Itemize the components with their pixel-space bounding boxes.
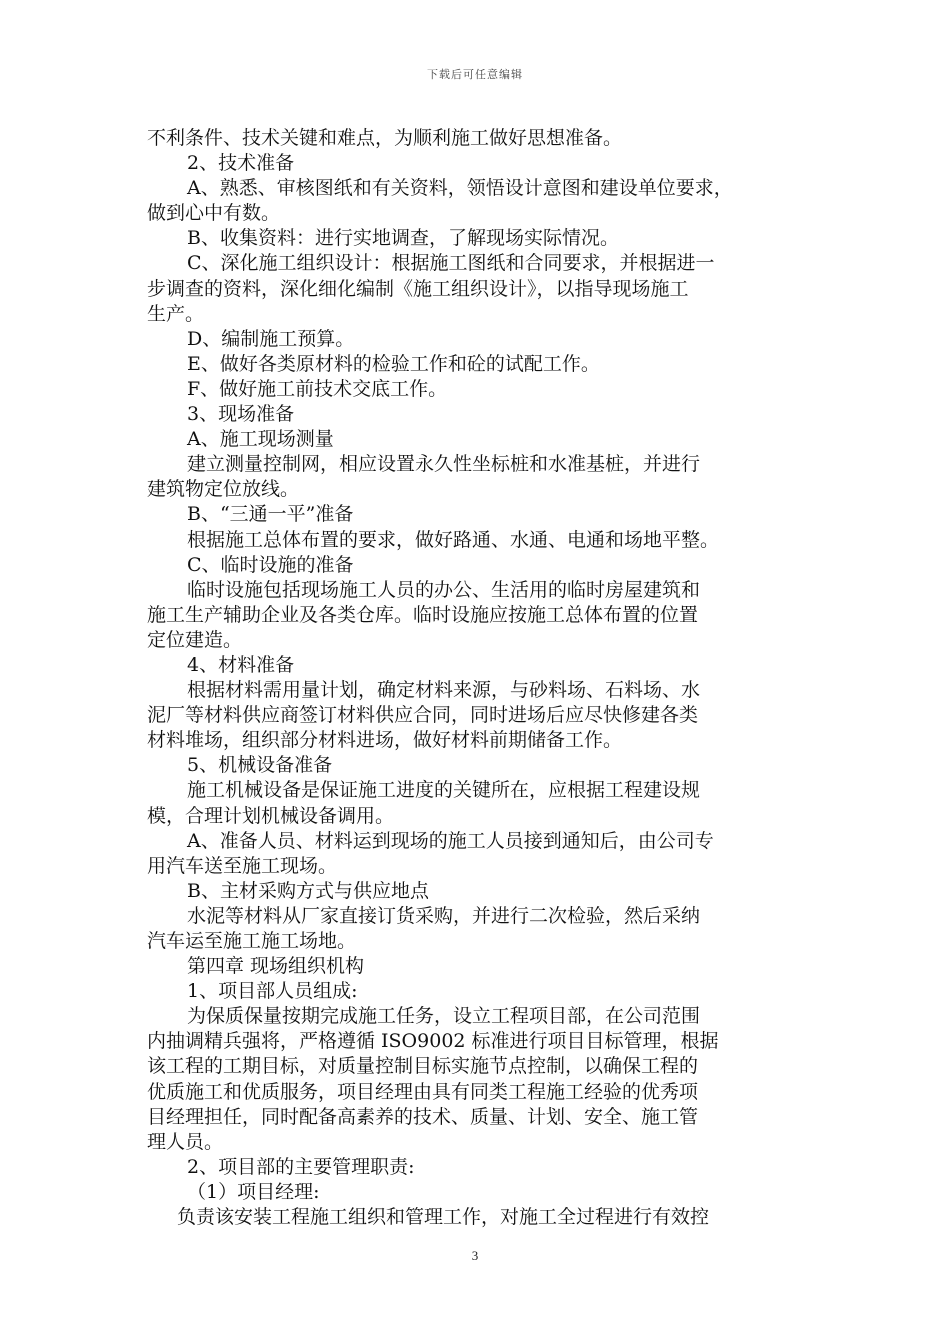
text-line: 汽车运至施工施工场地。 — [147, 930, 357, 952]
text-line: F、做好施工前技术交底工作。 — [187, 377, 448, 400]
text-line: （1）项目经理: — [187, 1180, 320, 1203]
text-line: 优质施工和优质服务，项目经理由具有同类工程施工经验的优秀项 — [147, 1080, 699, 1103]
text-line: 施工机械设备是保证施工进度的关键所在，应根据工程建设规 — [187, 779, 701, 802]
text-line: B、主材采购方式与供应地点 — [187, 879, 429, 902]
text-line: 水泥等材料从厂家直接订货采购，并进行二次检验，然后采纳 — [187, 904, 701, 927]
text-line: 3、现场准备 — [187, 403, 295, 426]
page-number: 3 — [471, 1248, 479, 1263]
text-line: 建筑物定位放线。 — [147, 478, 300, 501]
text-line: 不利条件、技术关键和难点，为顺利施工做好思想准备。 — [147, 127, 623, 149]
text-line: B、收集资料：进行实地调查，了解现场实际情况。 — [187, 227, 619, 250]
text-line: C、深化施工组织设计：根据施工图纸和合同要求，并根据进一 — [187, 252, 715, 275]
text-line: 4、材料准备 — [187, 653, 295, 676]
text-line: 施工生产辅助企业及各类仓库。临时设施应按施工总体布置的位置 — [147, 603, 699, 626]
text-line: 根据施工总体布置的要求，做好路通、水通、电通和场地平整。 — [187, 528, 720, 551]
text-line: 临时设施包括现场施工人员的办公、生活用的临时房屋建筑和 — [187, 578, 701, 601]
text-line: 负责该安装工程施工组织和管理工作，对施工全过程进行有效控 — [177, 1206, 710, 1229]
text-line: 2、项目部的主要管理职责: — [187, 1155, 415, 1178]
text-line: 1、项目部人员组成: — [187, 980, 358, 1003]
text-line: A、熟悉、审核图纸和有关资料，领悟设计意图和建设单位要求， — [187, 177, 733, 200]
text-line: 生产。 — [147, 302, 205, 325]
text-line: A、施工现场测量 — [187, 428, 334, 451]
text-line: E、做好各类原材料的检验工作和砼的试配工作。 — [187, 352, 600, 375]
text-line: 建立测量控制网，相应设置永久性坐标桩和水准基桩，并进行 — [187, 453, 701, 476]
text-line: D、编制施工预算。 — [187, 327, 355, 350]
text-line: 目经理担任，同时配备高素养的技术、质量、计划、安全、施工管 — [147, 1105, 699, 1128]
text-line: 根据材料需用量计划，确定材料来源，与砂料场、石料场、水 — [187, 679, 701, 702]
text-line: 内抽调精兵强将，严格遵循 ISO9002 标准进行项目目标管理，根据 — [147, 1030, 719, 1053]
text-line: C、临时设施的准备 — [187, 553, 354, 576]
text-line: 5、机械设备准备 — [187, 754, 333, 777]
text-line: 材料堆场，组织部分材料进场，做好材料前期储备工作。 — [147, 729, 623, 752]
document-body — [147, 126, 807, 1230]
text-line: 泥厂等材料供应商签订材料供应合同，同时进场后应尽快修建各类 — [147, 704, 699, 727]
text-line: 2、技术准备 — [187, 152, 295, 175]
text-line: 用汽车送至施工现场。 — [147, 854, 338, 877]
text-line: 模，合理计划机械设备调用。 — [147, 804, 395, 827]
text-line: 理人员。 — [147, 1130, 224, 1153]
text-line: A、准备人员、材料运到现场的施工人员接到通知后，由公司专 — [187, 829, 714, 852]
text-line: 定位建造。 — [147, 628, 243, 651]
text-line: 做到心中有数。 — [147, 202, 281, 225]
page-header: 下载后可任意编辑 — [427, 68, 523, 81]
text-line: B、“三通一平”准备 — [187, 503, 354, 526]
text-line: 第四章 现场组织机构 — [187, 955, 365, 978]
text-line: 为保质保量按期完成施工任务，设立工程项目部，在公司范围 — [187, 1005, 701, 1028]
text-line: 该工程的工期目标，对质量控制目标实施节点控制，以确保工程的 — [147, 1055, 699, 1078]
text-line: 步调查的资料，深化细化编制《施工组织设计》，以指导现场施工 — [147, 277, 689, 300]
